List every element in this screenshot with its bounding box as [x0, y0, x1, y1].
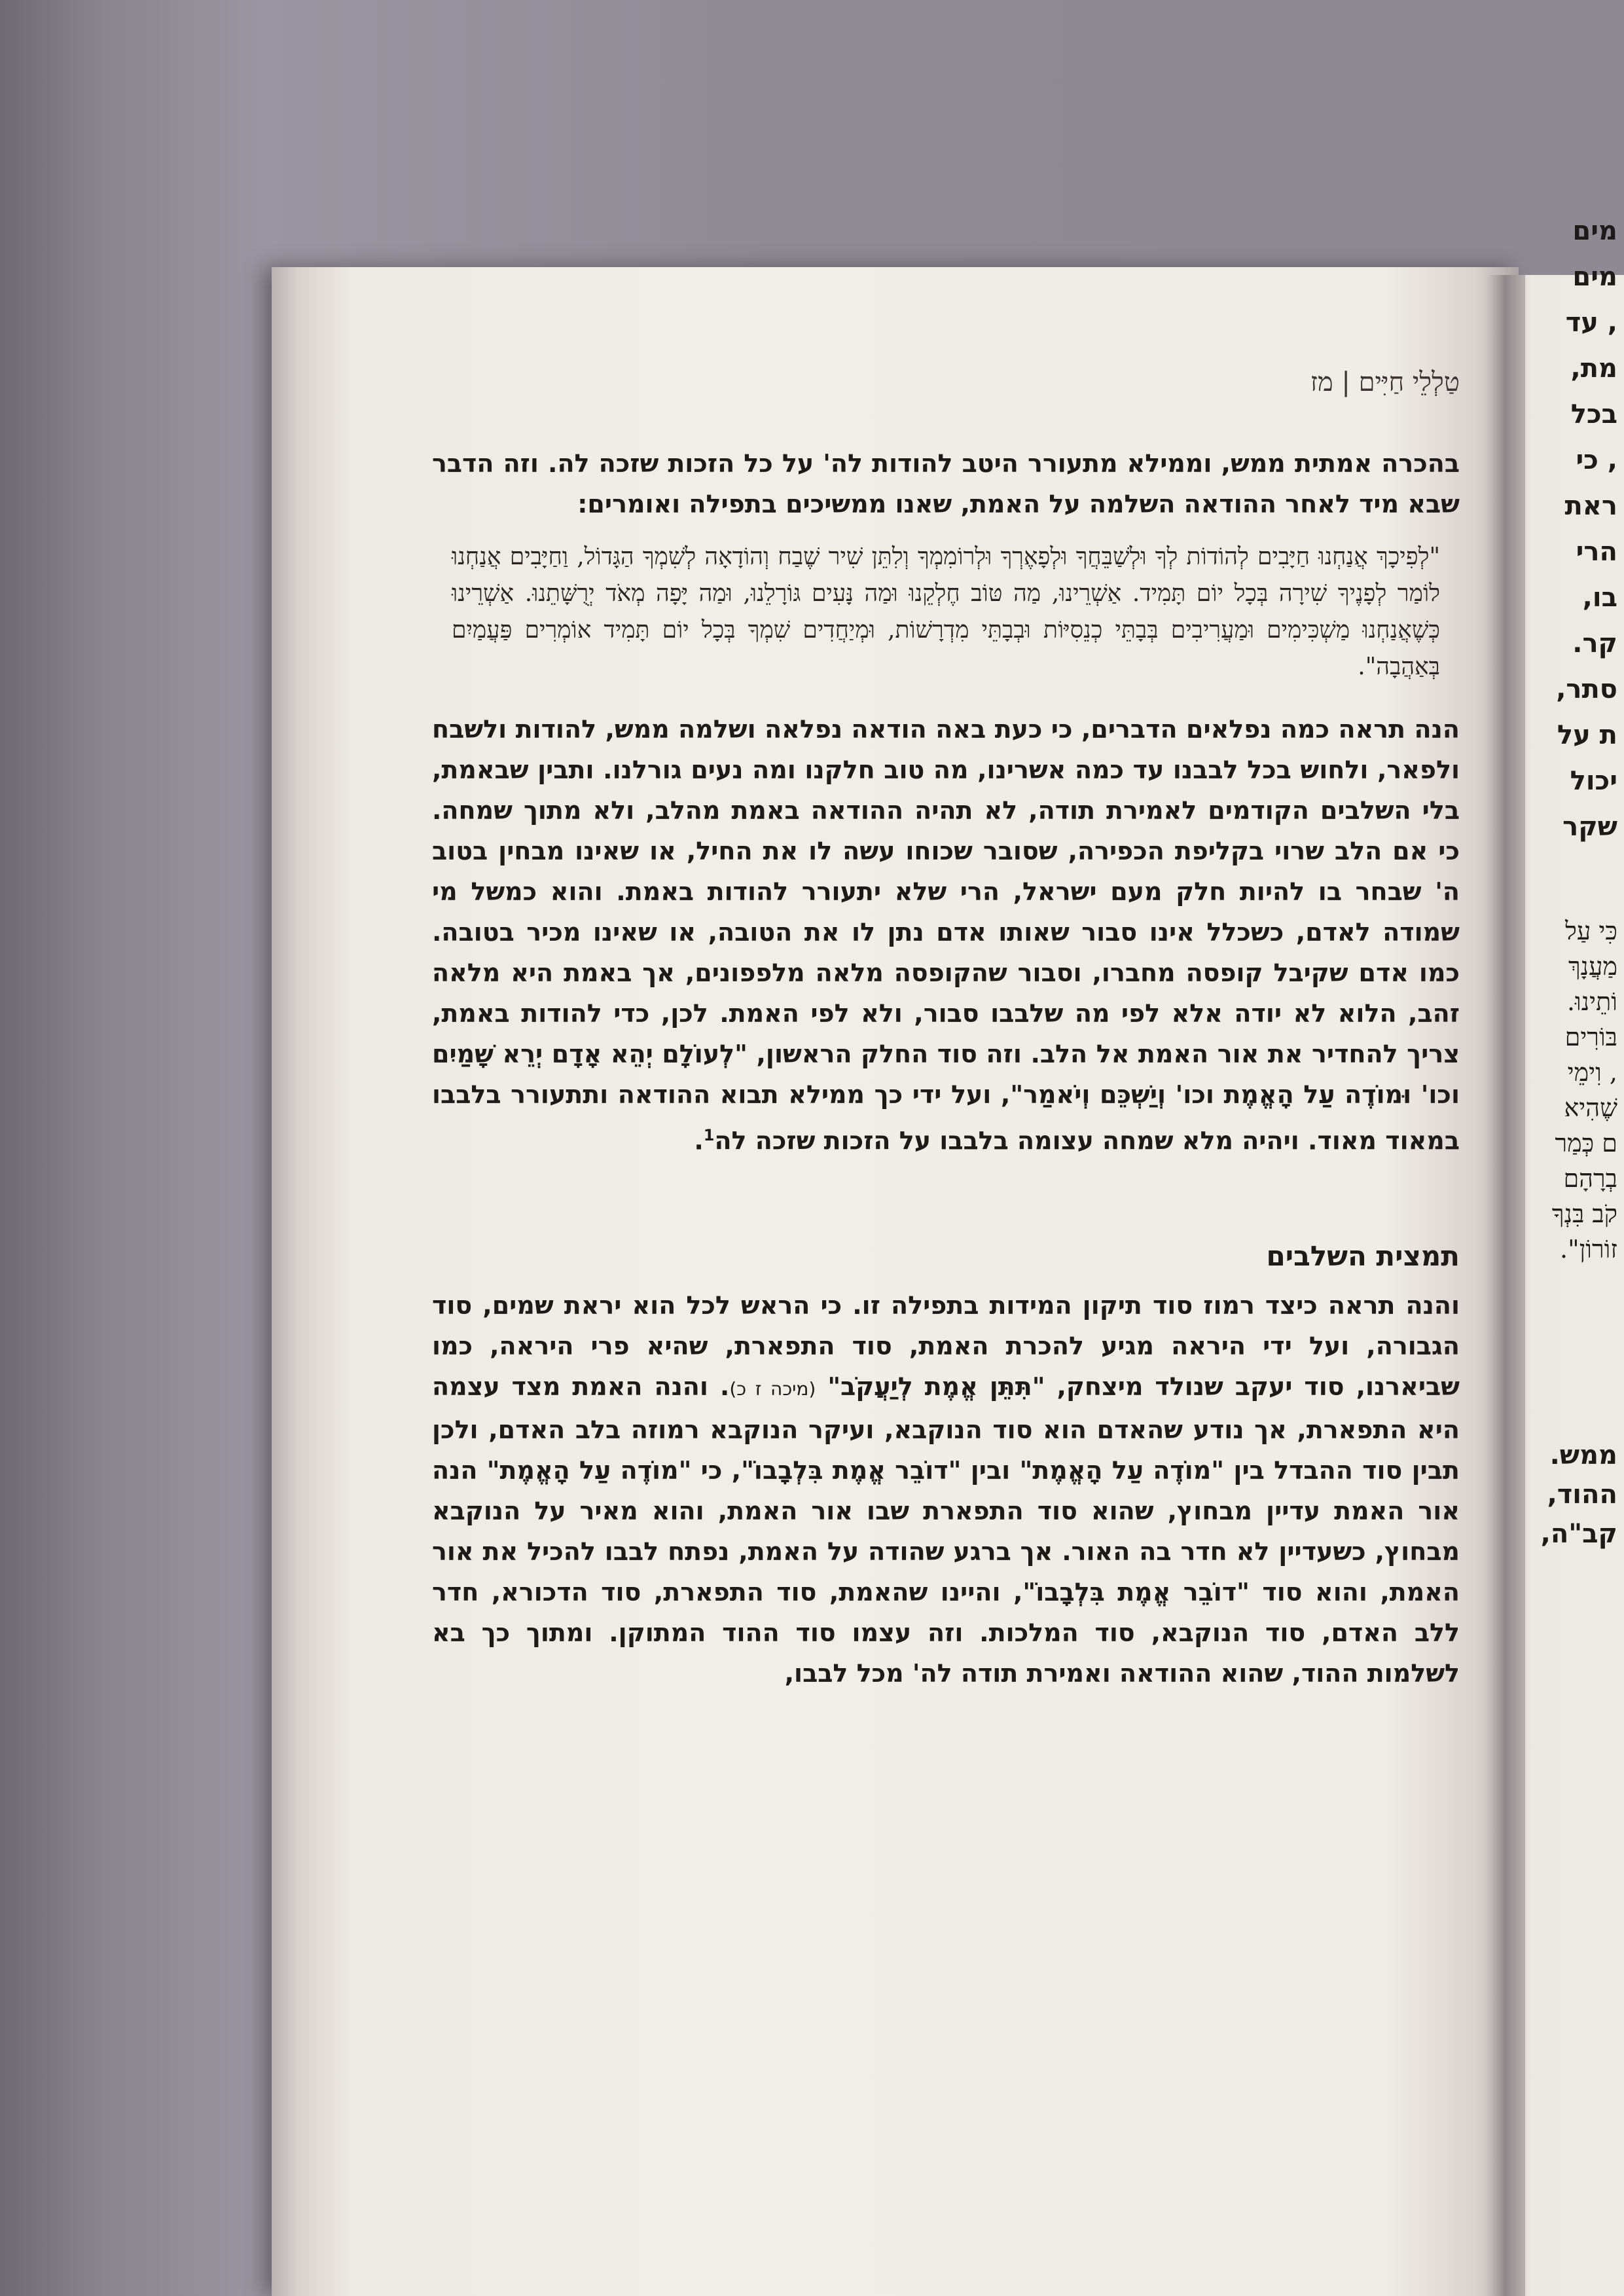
right-page-fragment: שֶׁהִיא	[1564, 1093, 1617, 1122]
right-page-fragment: קֹב בִּנְךָ	[1551, 1199, 1617, 1228]
right-page-fragment: ת על	[1557, 720, 1617, 750]
footnote-mark: 1	[703, 1126, 715, 1144]
paragraph-main: הנה תראה כמה נפלאים הדברים, כי כעת באה הודאה נפלאה ושלמה ממש, להודות ולשבח ולפאר, ולחוש בכל לבבנו עד כמה אשרינו, מה טוב חלקנו ומה נעים גורלנו. ותבין שבאמת, בלי השלבים הקודמים לאמירת תודה, לא תהיה ההודאה באמת מהלב, ולא מתוך שמחה. כי אם הלב שרוי בקליפת הכפירה, שסובר שכוחו עשה לו את החיל, או שאינו מבחין בטוב ה' שבחר בו להיות חלק מעם ישראל, הרי שלא יתעורר להודות באמת. והוא כמשל מי שמודה לאדם, כשכלל אינו סבור שאותו אדם נתן לו את הטובה, או שאינו מכיר בטובה. כמו אדם שקיבל קופסה מחברו, וסבור שהקופסה מלאה מלפפונים, אך באמת היא מלאה זהב, הלוא לא יודה אלא לפי מה שלבבו סבור, ולא לפי האמת. לכן, כדי להודות באמת, צריך להחדיר את אור האמת אל הלב. וזה סוד החלק הראשון, "לְעוֹלָם יְהֵא אָדָם יְרֵא שָׁמַיִם וכו' וּמוֹדֶה עַל הָאֱמֶת וכו' וְיַשְׁכֵּם וְיֹאמַר", ועל ידי כך ממילא תבוא ההודאה ותתעורר בלבבו במאוד מאוד. ויהיה מלא שמחה עצומה בלבבו על הזכות שזכה לה$^1$.	[432, 715, 1460, 1156]
right-page-fragment: ם כְּמַר	[1555, 1129, 1617, 1157]
right-page-fragment: כִּי עַל	[1565, 917, 1617, 945]
right-page-fragment: בכל	[1570, 399, 1617, 429]
page-content	[432, 367, 1460, 1708]
right-page-fragment: מים	[1572, 216, 1617, 246]
source-citation: (מיכה ז כ)	[729, 1377, 816, 1400]
prayer-quote: "לְפִיכָךְ אֲנַחְנוּ חַיָּבִים לְהוֹדוֹת לְךָ וּלְשַׁבֵּחֲךָ וּלְפָאֶרְךָ וּלְרוֹמִמְךָ וְלִתֵּן שִׁיר שֶׁבַח וְהוֹדָאָה לְשִׁמְךָ הַגָּדוֹל, וַחַיָּבִים אֲנַחְנוּ לוֹמַר לְפָנֶיךָ שִׁירָה בְּכָל יוֹם תָּמִיד. אַשְׁרֵינוּ, מַה טּוֹב חֶלְקֵנוּ וּמַה נָּעִים גּוֹרָלֵנוּ, וּמַה יָּפָה מְאֹד יְרֻשָּׁתֵנוּ. אַשְׁרֵינוּ כְּשֶׁאֲנַחְנוּ מַשְׁכִּימִים וּמַעֲרִיבִים בְּבָתֵּי כְנֵסִיּוֹת וּבְבָתֵּי מִדְרָשׁוֹת, וּמְיַחֲדִים שִׁמְךָ בְּכָל יוֹם תָּמִיד אוֹמְרִים פַּעֲמַיִם בְּאַהֲבָה".	[452, 543, 1441, 680]
right-page-fragment: , עד	[1565, 308, 1617, 338]
right-page-fragment: ממש.	[1549, 1440, 1617, 1470]
right-page-fragment: , כי	[1576, 445, 1617, 475]
right-page-fragment: בּוֹרִים	[1564, 1023, 1617, 1051]
right-page-fragment: וֹתֵינוּ.	[1566, 987, 1617, 1016]
right-page-fragment: זוֹרוֹן".	[1560, 1235, 1617, 1264]
right-page-fragment: מים	[1572, 262, 1617, 292]
right-page-fragment: ראת	[1564, 491, 1617, 521]
right-page-fragment: שקר	[1562, 812, 1617, 842]
right-page-fragment: ההוד,	[1547, 1480, 1617, 1510]
right-page-fragment: קר.	[1572, 629, 1617, 659]
right-page-fragment: קב"ה,	[1540, 1519, 1617, 1549]
paragraph-section	[432, 1285, 1460, 1694]
right-page-fragment: סתר,	[1556, 674, 1617, 704]
right-page-fragment: מת,	[1570, 354, 1617, 384]
paragraph-section-a: והנה תראה כיצד רמוז סוד תיקון המידות בתפילה זו. כי הראש לכל הוא יראת שמים, סוד הגבורה, ועל ידי היראה מגיע להכרת האמת, סוד התפארת, שהיא פרי היראה, כמו שביארנו, סוד יעקב שנולד מיצחק, "תִּתֵּן אֱמֶת לְיַעֲקֹב"	[432, 1290, 1460, 1401]
right-page-fragment: בְרָהָם	[1563, 1164, 1617, 1193]
right-page-fragment: הרי	[1576, 537, 1617, 567]
book-gutter	[1486, 275, 1525, 2296]
right-page-fragment: , וִימֵי	[1567, 1058, 1617, 1087]
running-head: טַלְלֵי חַיִּים | מז	[1310, 367, 1460, 397]
paragraph-intro: בהכרה אמתית ממש, וממילא מתעורר היטב להודות לה' על כל הזכות שזכה לה. וזה הדבר שבא מיד לאחר ההודאה השלמה על האמת, שאנו ממשיכים בתפילה ואומרים:	[432, 449, 1460, 519]
right-page-fragment: בו,	[1582, 583, 1617, 613]
right-page-fragment: יכול	[1570, 766, 1617, 796]
paragraph-section-b: . והנה האמת מצד עצמה היא התפארת, אך נודע שהאדם הוא סוד הנוקבא, ועיקר הנוקבא רמוזה בלב האדם, ולכן תבין סוד ההבדל בין "מוֹדֶה עַל הָאֱמֶת" ובין "דוֹבֵר אֱמֶת בִּלְבָבוֹ", כי "מוֹדֶה עַל הָאֱמֶת" הנה אור האמת עדיין מבחוץ, שהוא סוד התפארת שבו אור האמת, והוא מאיר על הנוקבא מבחוץ, כשעדיין לא חדר בה האור. אך ברגע שהודה על האמת, נפתח לבבו להכיל את אור האמת, והוא סוד "דוֹבֵר אֱמֶת בִּלְבָבוֹ", והיינו שהאמת, סוד התפארת, סוד הדכורא, חדר ללב האדם, סוד הנוקבא, סוד המלכות. וזה עצמו סוד ההוד המתוקן. ומתוך כך בא לשלמות ההוד, שהוא ההודאה ואמירת תודה לה' מכל לבבו,	[432, 1372, 1460, 1688]
paragraph-main-text: הנה תראה כמה נפלאים הדברים, כי כעת באה הודאה נפלאה ושלמה ממש, להודות ולשבח ולפאר, ולחוש בכל לבבנו עד כמה אשרינו, מה טוב חלקנו ומה נעים גורלנו. ותבין שבאמת, בלי השלבים הקודמים לאמירת תודה, לא תהיה ההודאה באמת מהלב, ולא מתוך שמחה. כי אם הלב שרוי בקליפת הכפירה, שסובר שכוחו עשה לו את החיל, או שאינו מבחין בטוב ה' שבחר בו להיות חלק מעם ישראל, הרי שלא יתעורר להודות באמת. והוא כמשל מי שמודה לאדם, כשכלל אינו סבור שאותו אדם נתן לו את הטובה, או שאינו מכיר בטובה. כמו אדם שקיבל קופסה מחברו, וסבור שהקופסה מלאה מלפפונים, אך באמת היא מלאה זהב, הלוא לא יודה אלא לפי מה שלבבו סבור, ולא לפי האמת. לכן, כדי להודות באמת, צריך להחדיר את אור האמת אל הלב. וזה סוד החלק הראשון, "לְעוֹלָם יְהֵא אָדָם יְרֵא שָׁמַיִם וכו' וּמוֹדֶה עַל הָאֱמֶת וכו' וְיַשְׁכֵּם וְיֹאמַר", ועל ידי כך ממילא תבוא ההודאה ותתעורר בלבבו במאוד מאוד. ויהיה מלא שמחה עצומה בלבבו על הזכות שזכה לה	[432, 715, 1460, 1156]
right-page-fragment: מַעֲנָךְ	[1568, 952, 1617, 981]
section-title: תמצית השלבים	[1266, 1239, 1460, 1272]
